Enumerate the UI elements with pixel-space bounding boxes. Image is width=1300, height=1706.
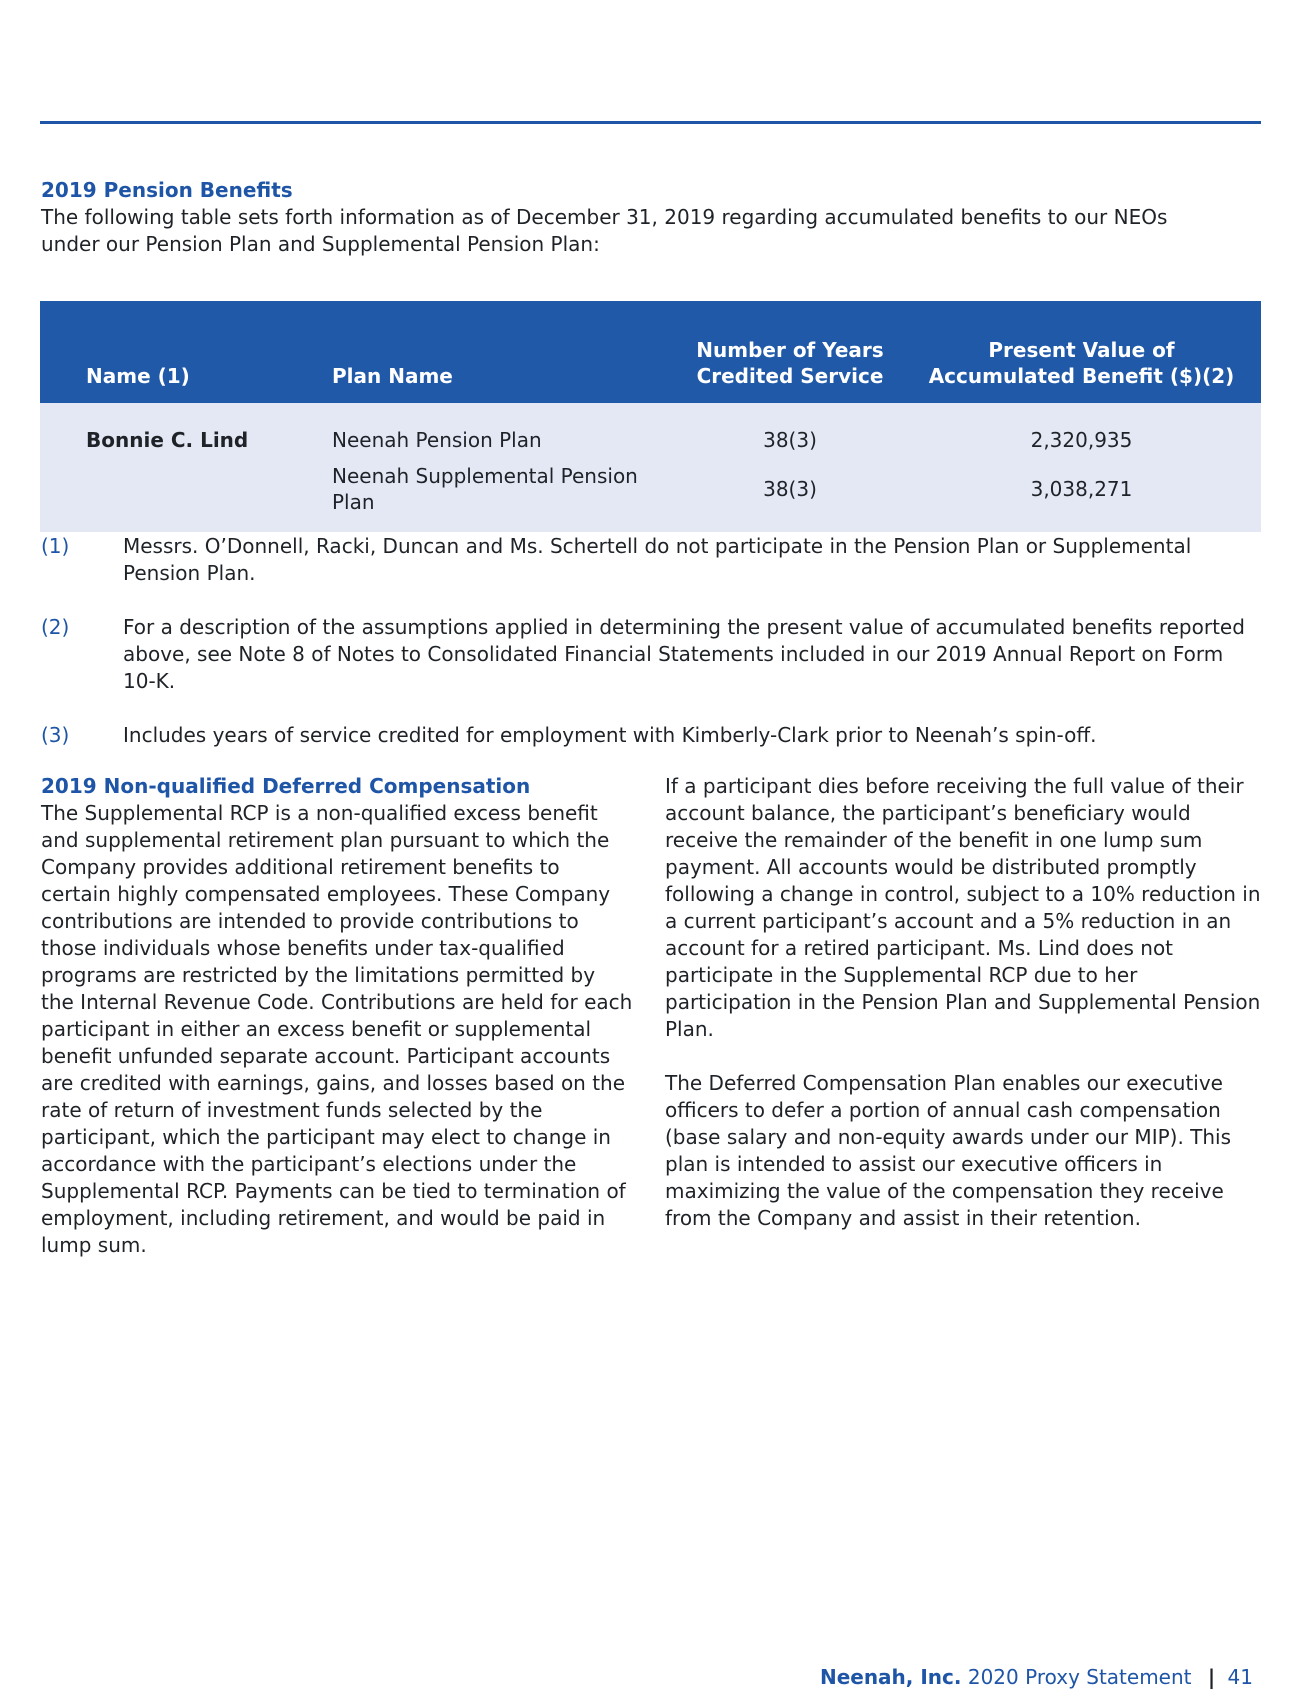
page-footer (820, 1664, 1253, 1691)
header-years-line1: Number of Years (696, 338, 884, 362)
footnote-1 (41, 533, 1251, 587)
footer-brand: Neenah, Inc. (819, 1665, 962, 1689)
header-name: Name (1) (86, 364, 190, 388)
beneficiary-paragraph: If a participant dies before receiving the full value of their account balance, the participant’s beneficiary would receive the remainder of the benefit in one lump sum payment. All accounts would be distributed promptly following a change in control, subject to a 10% reduction in a current participant’s account and a 5% reduction in an account for a retired participant. Ms. Lind does not participate in the Supplemental RCP due to her participation in the Pension Plan and Supplemental Pension Plan. (665, 774, 1261, 1041)
footnote-text: Includes years of service credited for employment with Kimberly-Clark prior to Neenah’s spin-off. (123, 723, 1097, 747)
pension-benefits-section (41, 177, 1261, 258)
supplemental-rcp-paragraph: The Supplemental RCP is a non-qualified excess benefit and supplemental retirement plan pursuant to which the Company provides additional retirement benefits to certain highly compensated employees. These Company contributions are intended to provide contributions to those individuals whose benefits under tax-qualified programs are restricted by the limitations permitted by the Internal Revenue Code. Contributions are held for each participant in either an excess benefit or supplemental benefit unfunded separate account. Participant accounts are credited with earnings, gains, and losses based on the rate of return of investment funds selected by the participant, which the participant may elect to change in accordance with the participant’s elections under the Supplemental RCP. Payments can be tied to termination of employment, including retirement, and would be paid in lump sum. (41, 801, 633, 1257)
footnote-text: For a description of the assumptions applied in determining the present value of accumulated benefits reported above, see Note 8 of Notes to Consolidated Financial Statements included in our 2019 Annual Report on Form 10-K. (123, 615, 1245, 693)
cell-years: 38(3) (763, 477, 817, 501)
pension-intro: The following table sets forth information as of December 31, 2019 regarding accumulated benefits to our NEOs under our Pension Plan and Supplemental Pension Plan: (41, 205, 1168, 256)
cell-plan: Neenah Pension Plan (332, 428, 542, 452)
cell-plan: Neenah Supplemental Pension Plan (332, 464, 638, 514)
footnote-2 (41, 614, 1251, 695)
deferred-comp-left-column (41, 773, 633, 1259)
table-header-row (40, 301, 1261, 403)
header-value-line1: Present Value of (988, 338, 1175, 362)
deferred-section-title: 2019 Non-qualified Deferred Compensation (41, 774, 531, 798)
table-row (40, 403, 1261, 453)
cell-value: 2,320,935 (1030, 428, 1133, 452)
footnote-number: (1) (41, 534, 70, 558)
header-years-credited (678, 301, 902, 403)
cell-years: 38(3) (763, 428, 817, 452)
footnote-text: Messrs. O’Donnell, Racki, Duncan and Ms. Schertell do not participate in the Pension Plan or Supplemental Pension Plan. (123, 534, 1192, 585)
table-row (40, 453, 1261, 532)
cell-name (40, 453, 332, 532)
page-number: 41 (1227, 1665, 1253, 1689)
footnotes (41, 533, 1251, 776)
footer-document-title: 2020 Proxy Statement (967, 1665, 1192, 1689)
deferred-plan-paragraph: The Deferred Compensation Plan enables our executive officers to defer a portion of annual cash compensation (base salary and non-equity awards under our MIP). This plan is intended to assist our executive officers in maximizing the value of the compensation they receive from the Company and assist in their retention. (665, 1071, 1232, 1230)
pension-section-title: 2019 Pension Benefits (41, 178, 293, 202)
footnote-number: (2) (41, 615, 70, 639)
header-value-line2: Accumulated Benefit ($)(2) (928, 364, 1235, 388)
top-divider (40, 121, 1261, 124)
footnote-3 (41, 722, 1251, 749)
cell-name: Bonnie C. Lind (86, 428, 249, 452)
footer-separator: | (1207, 1665, 1216, 1689)
deferred-comp-right-column (665, 773, 1265, 1232)
header-plan-name: Plan Name (332, 364, 453, 388)
header-years-line2: Credited Service (696, 364, 884, 388)
pension-benefits-table (40, 301, 1261, 532)
cell-value: 3,038,271 (1030, 477, 1133, 501)
header-present-value (902, 301, 1261, 403)
footnote-number: (3) (41, 723, 70, 747)
